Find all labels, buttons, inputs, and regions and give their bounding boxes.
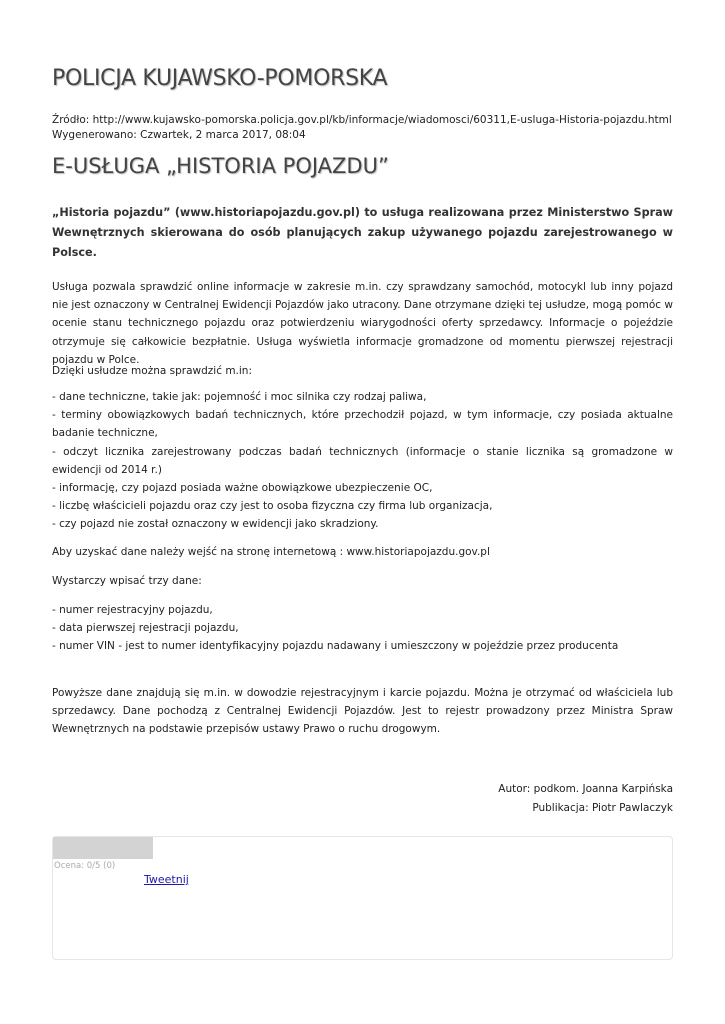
rating-panel [52,836,673,960]
tweet-link[interactable]: Tweetnij [144,873,189,886]
list-item: - numer VIN - jest to numer identyfikacyjny pojazdu nadawany i umieszczony w pojeździe przez producenta [52,640,619,653]
checks-list [52,388,673,534]
document-meta [52,113,672,143]
paragraph-website: Aby uzyskać dane należy wejść na stronę internetową : www.historiapojazdu.gov.pl [52,546,490,558]
rating-bar[interactable] [53,837,153,859]
publication-line: Publikacja: Piotr Pawlaczyk [532,801,673,814]
list-item: - odczyt licznika zarejestrowany podczas badań technicznych (informacje o stanie licznika są gromadzone w ewidencji od 2014 r.) [52,445,673,476]
article-lead: „Historia pojazdu” (www.historiapojazdu.gov.pl) to usługa realizowana przez Ministerstwo Spraw Wewnętrznych skierowana do osób planujących zakup używanego pojazdu zarejestrowanego w Polsce. [52,206,673,259]
list-item: - numer rejestracyjny pojazdu, [52,604,213,616]
list-item: - data pierwszej rejestracji pojazdu, [52,622,239,635]
list-item: - czy pojazd nie został oznaczony w ewidencji jako skradziony. [52,518,379,531]
list-item: - dane techniczne, takie jak: pojemność i moc silnika czy rodzaj paliwa, [52,391,427,403]
generated-line: Wygenerowano: Czwartek, 2 marca 2017, 08:04 [52,129,306,141]
source-line: Źródło: http://www.kujawsko-pomorska.policja.gov.pl/kb/informacje/wiadomosci/60311,E-usluga-Historia-pojazdu.html [52,114,672,126]
author-line: Autor: podkom. Joanna Karpińska [498,783,673,795]
list-item: - terminy obowiązkowych badań technicznych, które przechodził pojazd, w tym informacje, czy posiada aktualne badanie techniczne, [52,409,673,440]
list-item: - liczbę właścicieli pojazdu oraz czy jest to osoba fizyczna czy firma lub organizacja, [52,500,493,513]
paragraph-required-data: Wystarczy wpisać trzy dane: [52,575,202,587]
paragraph-intro: Usługa pozwala sprawdzić online informacje w zakresie m.in. czy sprawdzany samochód, motocykl lub inny pojazd nie jest oznaczony w Centralnej Ewidencji Pojazdów jako utracony. Dane otrzymane dzięki tej usłudze, mogą pomóc w ocenie stanu technicznego pojazdu oraz potwierdzeniu wiarygodności oferty sprzedawcy. Informacje o pojeździe otrzymuje się całkowicie bezpłatnie. Usługa wyświetla informacje gromadzone od momentu pierwszej rejestracji pojazdu w Polce. [52,281,673,366]
paragraph-documents: Powyższe dane znajdują się m.in. w dowodzie rejestracyjnym i karcie pojazdu. Można je otrzymać od właściciela lub sprzedawcy. Dane pochodzą z Centralnej Ewidencji Pojazdów. Jest to rejestr prowadzony przez Ministra Spraw Wewnętrznych na podstawie przepisów ustawy Prawo o ruchu drogowym. [52,687,673,736]
rating-text: Ocena: 0/5 (0) [54,861,116,871]
article-credits [498,780,673,817]
paragraph-checks-intro: Dzięki usłudze można sprawdzić m.in: [52,365,252,377]
list-item: - informację, czy pojazd posiada ważne obowiązkowe ubezpieczenie OC, [52,482,433,495]
required-data-list [52,601,673,656]
article-title: E-USŁUGA „HISTORIA POJAZDU” [52,154,389,178]
site-title: POLICJA KUJAWSKO-POMORSKA [52,66,388,91]
